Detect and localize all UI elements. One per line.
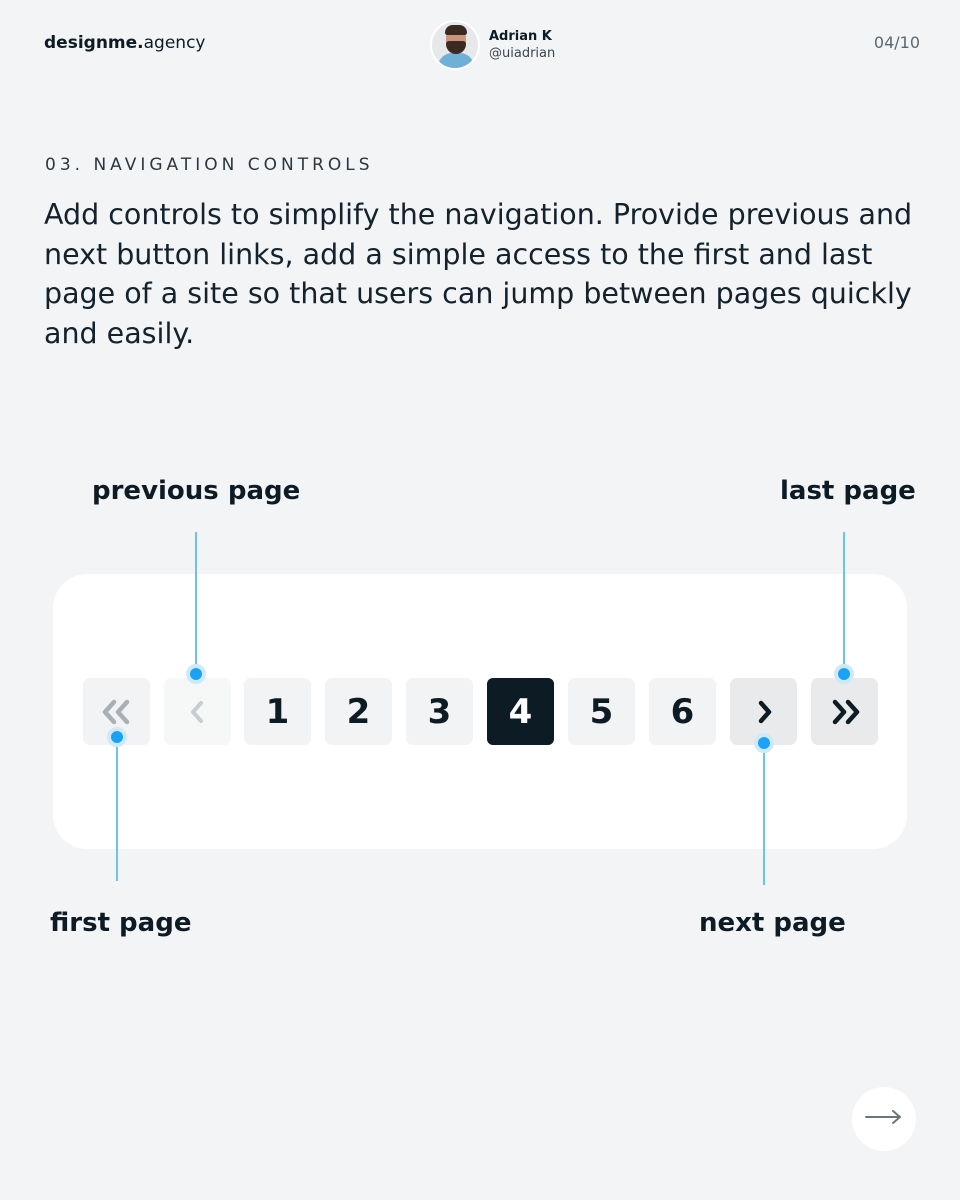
callout-line-previous: [195, 532, 197, 674]
page-button-5[interactable]: 5: [568, 678, 635, 745]
brand-logo[interactable]: [44, 33, 205, 53]
author-handle: @uiadrian: [489, 46, 556, 61]
chevron-right-icon: [754, 699, 774, 725]
page-button-2[interactable]: 2: [325, 678, 392, 745]
page-button-4-current[interactable]: 4: [487, 678, 554, 745]
chevron-left-icon: [188, 699, 208, 725]
page-button-1[interactable]: 1: [244, 678, 311, 745]
author-name: Adrian K: [489, 29, 552, 44]
last-page-button[interactable]: [811, 678, 878, 745]
callout-dot-last: [834, 664, 854, 684]
brand-name-light: agency: [143, 33, 206, 53]
page-button-3[interactable]: 3: [406, 678, 473, 745]
callout-line-next: [763, 744, 765, 885]
annotation-previous-page: previous page: [92, 476, 301, 506]
next-slide-button[interactable]: [852, 1087, 916, 1151]
previous-page-button[interactable]: [164, 678, 231, 745]
annotation-first-page: first page: [50, 908, 192, 938]
page-button-6[interactable]: 6: [649, 678, 716, 745]
double-chevron-right-icon: [828, 699, 862, 725]
section-description: Add controls to simplify the navigation. Provide previous and next button links, add a simple access to the first and last page of a site so that users can jump between pages quickly and easily.: [44, 198, 913, 350]
annotation-last-page: last page: [780, 476, 916, 506]
brand-name-bold: designme.: [44, 33, 144, 53]
callout-line-last: [843, 532, 845, 674]
avatar: [430, 20, 480, 70]
callout-dot-previous: [186, 664, 206, 684]
author-profile[interactable]: [430, 20, 555, 70]
callout-dot-first: [107, 727, 127, 747]
double-chevron-left-icon: [100, 699, 134, 725]
section-label: 03. NAVIGATION CONTROLS: [45, 155, 374, 175]
callout-dot-next: [754, 733, 774, 753]
arrow-right-icon: [864, 1109, 904, 1129]
annotation-next-page: next page: [699, 908, 846, 938]
slide-counter: 04/10: [873, 33, 920, 52]
callout-line-first: [116, 738, 118, 881]
